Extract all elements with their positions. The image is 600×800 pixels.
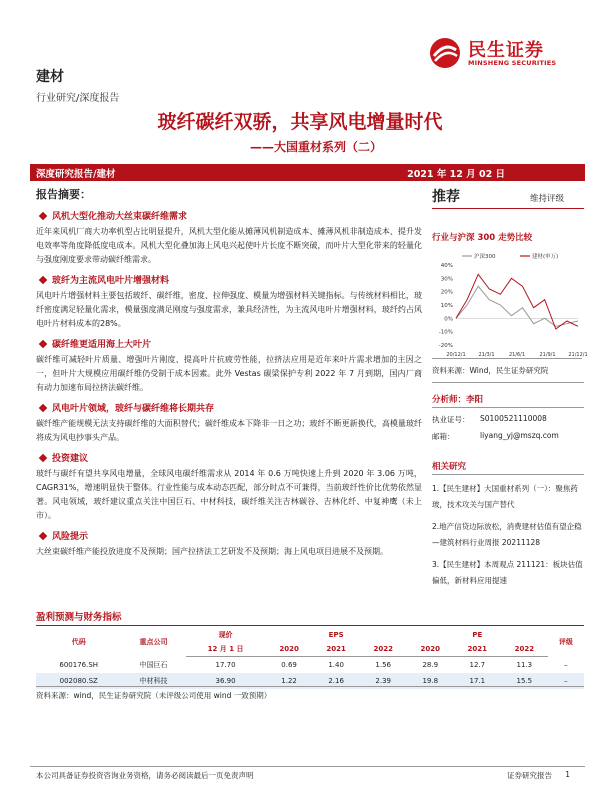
section-heading: 风险提示 — [52, 532, 89, 542]
cell-rating: – — [564, 660, 568, 669]
forecast-table — [36, 628, 584, 689]
cell-company: 中材科技 — [121, 673, 185, 689]
table-header-row — [36, 628, 584, 642]
bar-date: 2021 年 12 月 02 日 — [407, 169, 505, 180]
diamond-bullet-icon — [39, 531, 47, 539]
x-tick-label: 21/6/1 — [508, 352, 526, 358]
section-heading: 玻纤为主流风电叶片增强材料 — [52, 276, 170, 286]
summary-section — [36, 401, 422, 445]
forecast-note: 资料来源：wind，民生证券研究院（未评级公司使用 wind 一致预期） — [36, 686, 584, 701]
legend-label: 沪深300 — [474, 254, 496, 260]
summary-section — [36, 529, 422, 559]
analyst-key: 邮箱： — [432, 432, 455, 441]
analyst-row — [432, 431, 584, 442]
section-heading: 投资建议 — [52, 454, 89, 464]
section-heading: 风机大型化推动大丝束碳纤维需求 — [52, 212, 188, 222]
footer-disclaimer: 本公司具备证券投资咨询业务资格，请务必阅读最后一页免责声明 — [36, 771, 254, 780]
diamond-bullet-icon — [39, 453, 47, 461]
cell-rating: – — [548, 673, 584, 689]
summary-body — [36, 203, 422, 559]
analyst-row — [432, 414, 584, 425]
diamond-bullet-icon — [39, 275, 47, 283]
y-tick-label: 40% — [440, 263, 453, 269]
col-price: 现价 — [218, 631, 233, 639]
col-year: 2022 — [501, 642, 548, 657]
x-tick-label: 20/12/1 — [446, 352, 466, 358]
summary-section — [36, 273, 422, 331]
cell-company: 中国巨石 — [139, 660, 168, 669]
col-year: 2022 — [360, 642, 407, 657]
summary-title: 报告摘要： — [36, 188, 91, 201]
trend-chart-svg — [432, 249, 588, 359]
col-year: 2020 — [266, 642, 313, 657]
page-number: 1 — [565, 770, 570, 779]
section-heading: 风电叶片领域，玻纤与碳纤维将长期共存 — [52, 404, 215, 414]
series-line — [456, 286, 578, 326]
related-link[interactable]: 1.【民生建材】大国重材系列（一）：聚焦药玻，技术攻关与国产替代 — [432, 484, 578, 509]
footer-divider — [30, 766, 585, 767]
cell-eps: 2.39 — [360, 673, 407, 689]
logo-text: 民生证券 — [468, 40, 544, 61]
cell-price: 36.90 — [186, 673, 266, 689]
diamond-bullet-icon — [39, 339, 47, 347]
cell-pe: 15.5 — [501, 673, 548, 689]
diamond-bullet-icon — [39, 211, 47, 219]
col-code: 代码 — [71, 638, 86, 647]
analyst-key: 执业证号： — [432, 415, 470, 424]
y-tick-label: -10% — [438, 329, 453, 336]
cell-eps: 2.16 — [313, 673, 360, 689]
related-link[interactable]: 2.地产信贷边际放松，消费建材估值有望企稳 —建筑材料行业周报 20211128 — [432, 522, 582, 547]
legend-label: 建材(申万) — [532, 254, 559, 260]
x-tick-label: 21/9/1 — [539, 352, 556, 358]
cell-price: 17.70 — [215, 660, 236, 669]
analyst-heading: 分析师：李阳 — [432, 393, 584, 408]
cell-code: 600176.SH — [59, 660, 99, 669]
cell-pe: 12.7 — [469, 660, 486, 669]
table-row — [36, 657, 584, 673]
summary-section — [36, 209, 422, 267]
cell-eps: 1.22 — [266, 673, 313, 689]
y-tick-label: 0% — [444, 316, 453, 323]
col-pe: PE — [472, 631, 483, 639]
series-line — [456, 274, 578, 329]
y-tick-label: 20% — [440, 289, 453, 296]
report-title: 玻纤碳纤双骄，共享风电增量时代 — [157, 111, 443, 133]
chart-source: 资料来源：Wind，民生证券研究院 — [432, 365, 584, 383]
col-eps: EPS — [328, 631, 344, 639]
col-company: 重点公司 — [139, 638, 168, 647]
summary-section — [36, 337, 422, 395]
col-year: 2021 — [313, 642, 360, 657]
bar-category: 深度研究报告/建材 — [36, 169, 116, 180]
col-rating: 评级 — [558, 638, 573, 647]
chart-section-title: 行业与沪深 300 走势比较 — [432, 233, 533, 243]
cell-pe: 11.3 — [516, 660, 533, 669]
rating-label: 推荐 — [432, 189, 460, 205]
cell-pe: 19.8 — [407, 673, 454, 689]
related-link[interactable]: 3.【民生建材】本周观点 211121：板块估值偏低，新材料应用提速 — [432, 560, 583, 585]
col-year: 2021 — [454, 642, 501, 657]
section-text: 近年来风机厂商大功率机型占比明显提升，风机大型化能从摊薄风机制造成本、摊薄风机非制造成本、提升发电效率等角度降低度电成本。风机大型化叠加海上风电兴起使叶片长度不断突破，而叶片大型化带来的轻量化与强度刚度要求带动碳纤维需求。 — [36, 227, 422, 264]
y-tick-label: 30% — [440, 276, 453, 283]
rating-status: 维持评级 — [529, 194, 564, 204]
trend-chart — [432, 249, 588, 359]
forecast-title: 盈利预测与财务指标 — [36, 609, 584, 626]
section-heading: 碳纤维更适用海上大叶片 — [52, 340, 152, 350]
y-tick-label: -20% — [438, 343, 453, 349]
section-text: 碳纤维可减轻叶片质量、增强叶片刚度、提高叶片抗疲劳性能，拉挤法应用是近年来叶片需求增加的主因之一，但叶片大规模应用碳纤维仍受制于成本因素。此外 Vestas 碳梁保护专利 2022 年 7 月到期，国内厂商有动力加速布局拉挤法碳纤维。 — [36, 355, 422, 392]
cell-eps: 0.69 — [281, 660, 297, 669]
cell-code: 002080.SZ — [36, 673, 121, 689]
diamond-bullet-icon — [39, 403, 47, 411]
col-year: 2020 — [407, 642, 454, 657]
logo-subtext: MINSHENG SECURITIES — [468, 59, 557, 67]
minsheng-logo-icon — [428, 36, 462, 70]
sidebar — [432, 186, 588, 589]
col-price-date: 12 月 1 日 — [186, 642, 266, 657]
section-text: 大丝束碳纤维产能投放进度不及预期；国产拉挤法工艺研发不及预期；海上风电项目进展不及预期。 — [36, 547, 388, 556]
related-heading: 相关研究 — [432, 460, 584, 475]
company-logo — [428, 34, 578, 74]
footer-label: 证券研究报告 — [507, 771, 552, 780]
y-tick-label: 10% — [440, 303, 453, 309]
section-text: 碳纤维产能规模无法支持碳纤维的大面积替代；碳纤维成本下降非一日之功；玻纤不断更新换代，高模量玻纤将成为风电抄事头产品。 — [36, 419, 422, 442]
x-tick-label: 21/12/1 — [568, 352, 588, 358]
cell-eps: 1.56 — [375, 660, 391, 669]
report-subtitle: ——大国重材系列（二） — [250, 140, 383, 154]
cell-eps: 1.40 — [328, 660, 344, 669]
x-tick-label: 21/3/1 — [478, 352, 495, 358]
section-text: 玻纤与碳纤有望共享风电增量，全球风电碳纤维需求从 2014 年 0.6 万吨快速上升到 2020 年 3.06 万吨，CAGR31%，增速明显快于整体。行业性能与成本动态匹配，部分时点不可兼得，当前玻纤性价比优势依然显著。风电领域，玻纤建议重点关注中国巨石、中材科技，碳纤维关注吉林碳谷、吉林化纤、中复神鹰（未上市）。 — [36, 469, 422, 520]
rating-block — [432, 186, 584, 209]
section-text: 风电叶片增强材料主要包括玻纤、碳纤维，密度、拉伸强度、模量为增强材料关键指标。与传统材料相比，玻纤密度满足轻量化需求，模量强度满足刚度与强度需求，兼具经济性，为主流风电叶片增强材料，玻纤约占风电叶片材料成本的28%。 — [36, 291, 422, 328]
sector-label: 建材 — [36, 69, 64, 85]
header-bar — [30, 164, 585, 181]
report-type: 行业研究/深度报告 — [36, 93, 120, 104]
summary-section — [36, 451, 422, 523]
cell-pe: 28.9 — [422, 660, 439, 669]
analyst-value: S0100521110008 — [480, 414, 547, 423]
analyst-email[interactable]: liyang_yj@mszq.com — [480, 431, 559, 440]
cell-pe: 17.1 — [454, 673, 501, 689]
